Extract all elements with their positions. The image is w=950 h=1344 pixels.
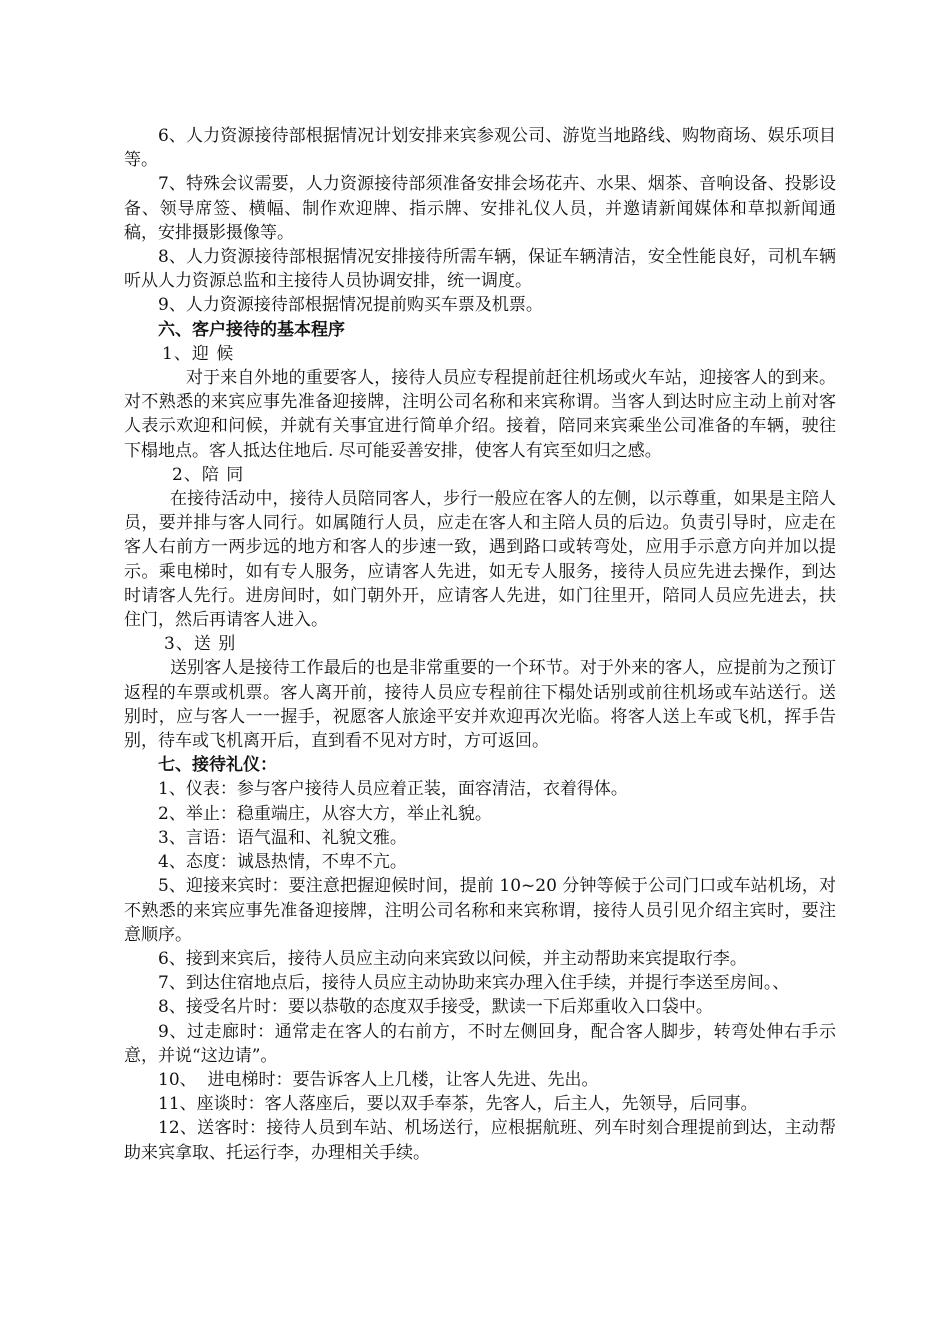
subheading-farewell: 3、送 别: [164, 634, 237, 655]
paragraph-item-9: 9、人力资源接待部根据情况提前购买车票及机票。: [158, 295, 543, 316]
section-heading-etiquette: 七、接待礼仪：: [158, 755, 277, 776]
etiquette-item: 3、言语：语气温和、礼貌文雅。: [158, 827, 407, 848]
etiquette-item: 10、 进电梯时：要告诉客人上几楼，让客人先进、先出。: [158, 1069, 599, 1090]
paragraph-item-8: 8、人力资源接待部根据情况安排接待所需车辆，保证车辆清洁，安全性能良好，司机车辆听从人力资源总监和主接待人员协调安排，统一调度。: [124, 247, 836, 292]
paragraph-item-7: 7、特殊会议需要，人力资源接待部须准备安排会场花卉、水果、烟茶、音响设备、投影设备、领导席签、横幅、制作欢迎牌、指示牌、安排礼仪人员，并邀请新闻媒体和草拟新闻通稿，安排摄影摄像等。: [124, 174, 836, 243]
etiquette-item: 6、接到来宾后，接待人员应主动向来宾致以问候，并主动帮助来宾提取行李。: [158, 948, 747, 969]
etiquette-item: 2、举止：稳重端庄，从容大方，举止礼貌。: [158, 803, 492, 824]
etiquette-item: 7、到达住宿地点后，接待人员应主动协助来宾办理入住手续，并提行李送至房间。、: [158, 973, 790, 994]
paragraph-accompany: 在接待活动中，接待人员陪同客人，步行一般应在客人的左侧，以示尊重，如果是主陪人员，要并排与客人同行。如属随行人员，应走在客人和主陪人员的后边。负责引导时，应走在客人右前方一两步远的地方和客人的步速一致，遇到路口或转弯处，应用手示意方向并加以提示。乘电梯时，如有专人服务，应请客人先进，如无专人服务，接待人员应先进去操作，到达时请客人先行。进房间时，如门朝外开，应请客人先进，如门往里开，陪同人员应先进去，扶住门，然后再请客人进入。: [124, 489, 836, 631]
etiquette-item: 11、座谈时：客人落座后，要以双手奉茶，先客人，后主人，先领导，后同事。: [158, 1094, 758, 1115]
subheading-accompany: 2、陪 同: [172, 464, 245, 485]
paragraph-item-6: 6、人力资源接待部根据情况计划安排来宾参观公司、游览当地路线、购物商场、娱乐项目等。: [124, 126, 836, 171]
paragraph-farewell: 送别客人是接待工作最后的也是非常重要的一个环节。对于外来的客人，应提前为之预订返程的车票或机票。客人离开前，接待人员应专程前往下榻处话别或前往机场或车站送行。送别时，应与客人一一握手，祝愿客人旅途平安并欢迎再次光临。将客人送上车或飞机，挥手告别，待车或飞机离开后，直到看不见对方时，方可返回。: [124, 658, 836, 752]
section-heading-reception-procedure: 六、客户接待的基本程序: [158, 319, 345, 340]
etiquette-item: 4、态度：诚恳热情，不卑不亢。: [158, 852, 407, 873]
etiquette-item: 12、送客时：接待人员到车站、机场送行，应根据航班、列车时刻合理提前到达，主动帮助来宾拿取、托运行李，办理相关手续。: [124, 1118, 836, 1163]
etiquette-item: 1、仪表：参与客户接待人员应着正装，面容清洁，衣着得体。: [158, 779, 628, 800]
paragraph-welcome: 对于来自外地的重要客人，接待人员应专程提前赶往机场或火车站，迎接客人的到来。对不熟悉的来宾应事先准备迎接牌，注明公司名称和来宾称谓。当客人到达时应主动上前对客人表示欢迎和问候，并就有关事宜进行简单介绍。接着，陪同来宾乘坐公司准备的车辆，驶往下榻地点。客人抵达住地后. 尽可能妥善安排，使客人有宾至如归之感。: [124, 368, 836, 461]
etiquette-item: 5、迎接来宾时：要注意把握迎候时间，提前 10~20 分钟等候于公司门口或车站机场，对不熟悉的来宾应事先准备迎接牌，注明公司名称和来宾称谓，接待人员引见介绍主宾时，要注意顺序。: [124, 876, 836, 945]
document-page: [124, 124, 836, 1165]
etiquette-item: 8、接受名片时：要以恭敬的态度双手接受，默读一下后郑重收入口袋中。: [158, 997, 713, 1018]
etiquette-item: 9、过走廊时：通常走在客人的右前方，不时左侧回身，配合客人脚步，转弯处伸右手示意，并说“这边请”。: [124, 1021, 836, 1066]
subheading-welcome: 1、迎 候: [162, 343, 235, 364]
